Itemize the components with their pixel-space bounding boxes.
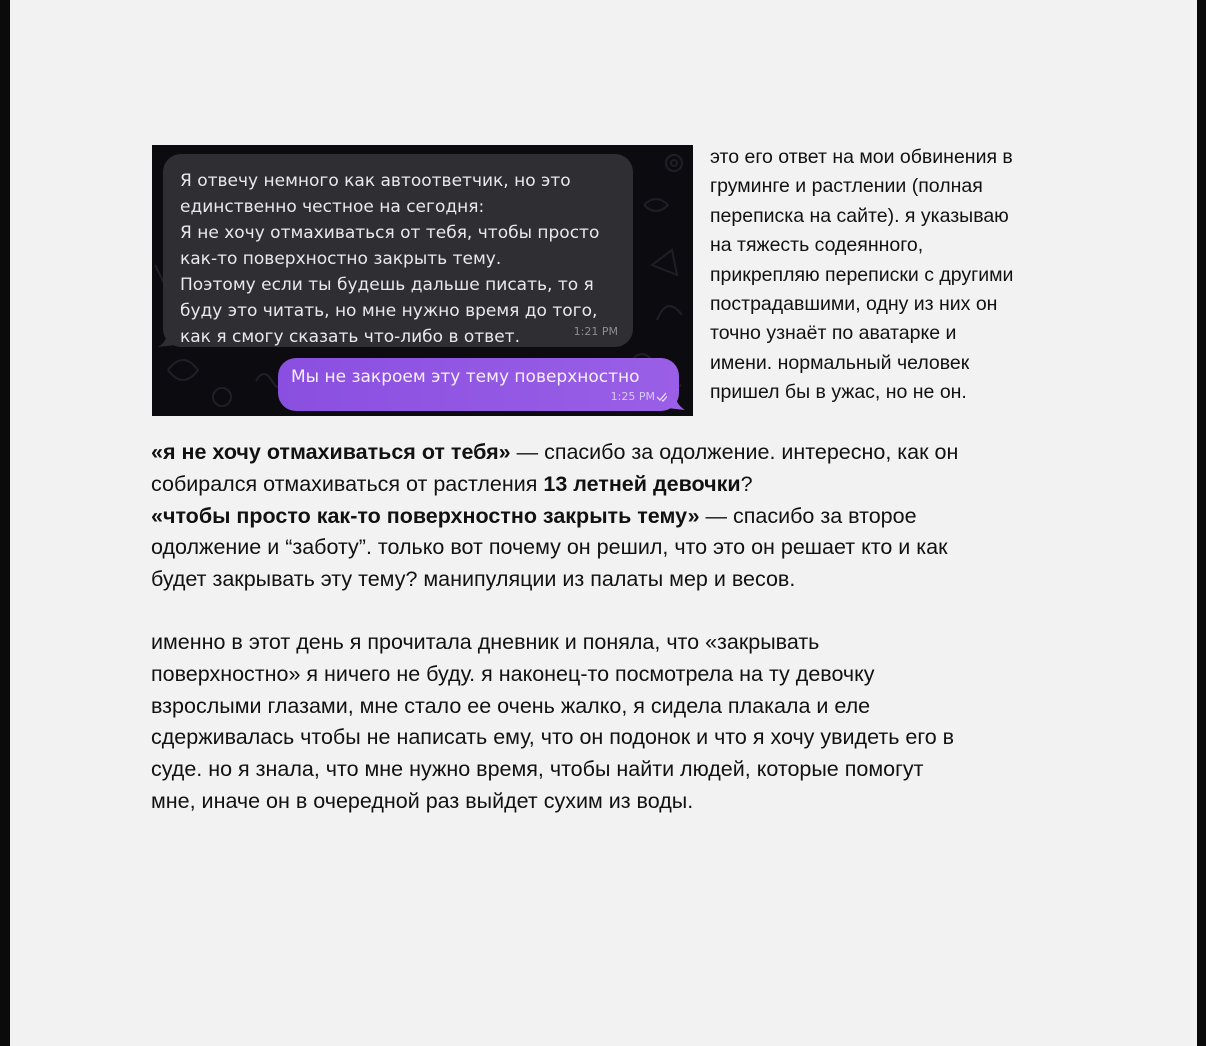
paragraph-text: собирался отмахиваться от растления bbox=[151, 471, 544, 496]
emphasis-bold: 13 летней девочки bbox=[543, 471, 741, 496]
incoming-message-time: 1:21 PM bbox=[573, 325, 618, 338]
paragraph-line: мне, иначе он в очередной раз выйдет сухим из воды. bbox=[151, 788, 694, 813]
chat-screenshot bbox=[152, 145, 693, 416]
caption-line: на тяжесть содеянного, bbox=[710, 234, 924, 257]
outgoing-message-bubble bbox=[278, 358, 679, 411]
paragraph-text: — спасибо за одолжение. интересно, как он bbox=[510, 440, 959, 464]
paragraph-line: будет закрывать эту тему? манипуляции из палаты мер и весов. bbox=[151, 567, 796, 592]
paragraph-text: — спасибо за второе bbox=[699, 503, 917, 528]
paragraph-text: ? bbox=[740, 471, 753, 496]
paragraph-line: взрослыми глазами, мне стало ее очень жалко, я сидела плакала и еле bbox=[151, 693, 871, 718]
screenshot-caption bbox=[710, 143, 1070, 408]
caption-line: переписка на сайте). я указываю bbox=[710, 204, 1009, 227]
outgoing-message-time: 1:25 PM bbox=[610, 390, 655, 403]
incoming-message-line: как-то поверхностно закрыть тему. bbox=[180, 249, 502, 269]
incoming-message-line: буду это читать, но мне нужно время до того, bbox=[180, 301, 598, 321]
outgoing-message-text: Мы не закроем эту тему поверхностно bbox=[291, 367, 640, 387]
paragraph-line bbox=[151, 469, 1071, 501]
incoming-message-line: единственно честное на сегодня: bbox=[180, 197, 485, 217]
caption-line: прикрепляю переписки с другими bbox=[710, 263, 1014, 286]
incoming-bubble-tail bbox=[158, 329, 178, 347]
quote-bold: «я не хочу отмахиваться от тебя» bbox=[151, 440, 511, 464]
caption-line: груминге и растлении (полная bbox=[710, 175, 983, 198]
paragraph-line: поверхностно» я ничего не буду. я наконец-то посмотрела на ту девочку bbox=[151, 661, 875, 686]
paragraph-line: одолжение и “заботу”. только вот почему он решил, что это он решает кто и как bbox=[151, 535, 948, 560]
document-page bbox=[10, 0, 1197, 1046]
caption-line: точно узнаёт по аватарке и bbox=[710, 322, 957, 345]
caption-line: пришел бы в ужас, но не он. bbox=[710, 381, 967, 404]
incoming-message-line: Я отвечу немного как автоответчик, но это bbox=[180, 171, 571, 191]
incoming-message-line: Я не хочу отмахиваться от тебя, чтобы просто bbox=[180, 223, 600, 243]
paragraph-line: сдерживалась чтобы не написать ему, что он подонок и что я хочу увидеть его в bbox=[151, 725, 955, 750]
caption-line: имени. нормальный человек bbox=[710, 351, 970, 374]
incoming-message-line: Поэтому если ты будешь дальше писать, то я bbox=[180, 275, 594, 295]
story-paragraph bbox=[151, 627, 1071, 818]
paragraph-line: суде. но я знала, что мне нужно время, чтобы найти людей, которые помогут bbox=[151, 757, 924, 782]
paragraph-line bbox=[151, 501, 1071, 533]
paragraph-line bbox=[151, 437, 1071, 469]
caption-line: это его ответ на мои обвинения в bbox=[710, 146, 1013, 168]
outgoing-bubble-tail bbox=[667, 392, 687, 410]
quote-bold: «чтобы просто как-то поверхностно закрыть тему» bbox=[151, 503, 700, 528]
caption-line: пострадавшими, одну из них он bbox=[710, 293, 998, 316]
incoming-message-line: как я смогу сказать что-либо в ответ. bbox=[180, 327, 520, 347]
paragraph-line: именно в этот день я прочитала дневник и поняла, что «закрывать bbox=[151, 630, 820, 654]
incoming-message-bubble bbox=[163, 154, 633, 347]
commentary-paragraph bbox=[151, 437, 1071, 596]
